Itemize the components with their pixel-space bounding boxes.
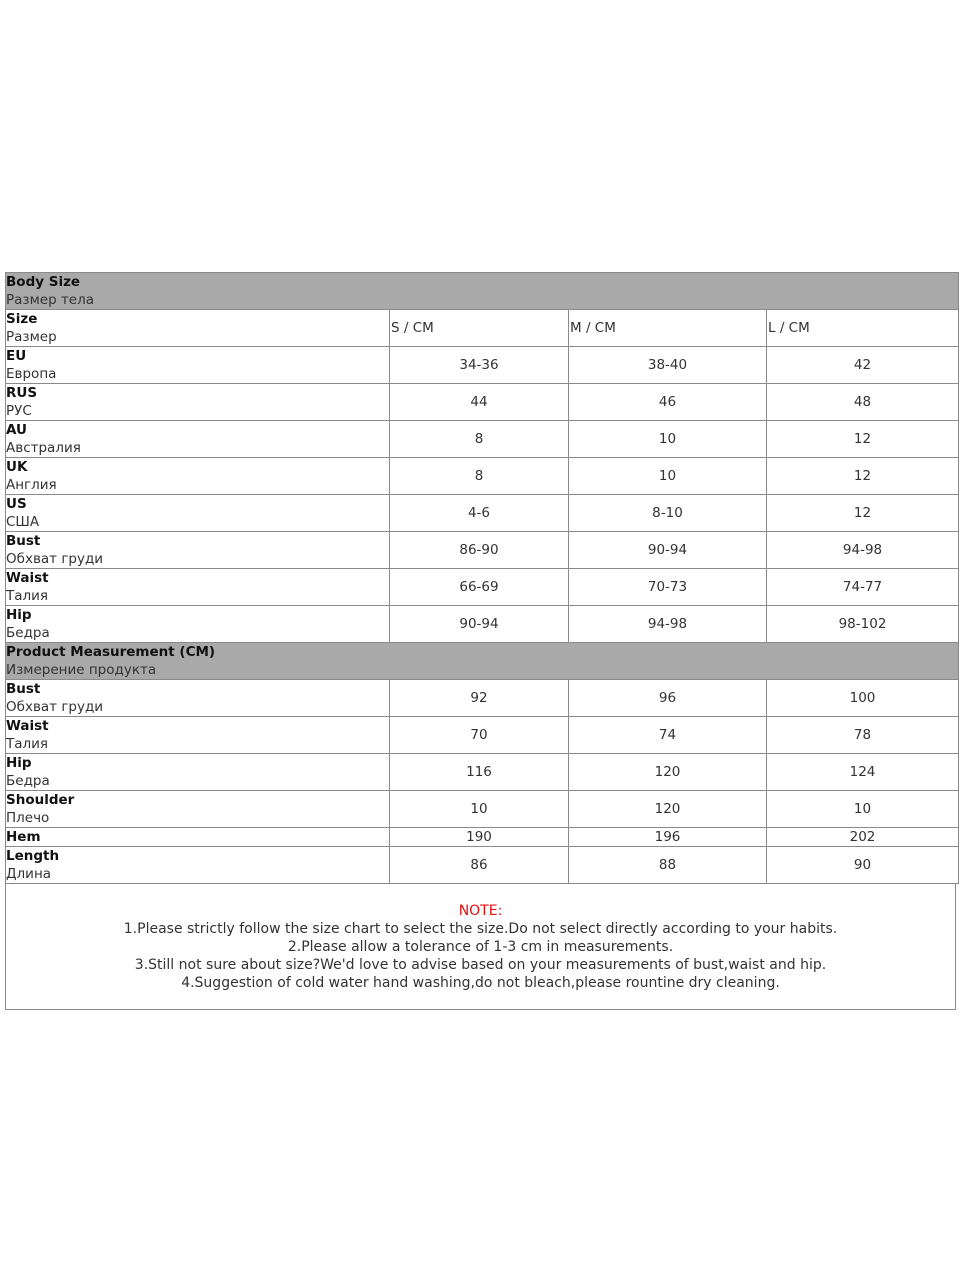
size-header-row (6, 310, 959, 347)
value-cell: 94-98 (569, 606, 767, 643)
value-cell: 44 (390, 384, 569, 421)
value-cell: 96 (569, 680, 767, 717)
size-table (5, 272, 959, 884)
table-row (6, 532, 959, 569)
table-row (6, 495, 959, 532)
value-cell: 42 (767, 347, 959, 384)
row-label: UK (6, 459, 28, 475)
row-label-cell (6, 717, 390, 754)
row-label-cell (6, 495, 390, 532)
value-cell: 74-77 (767, 569, 959, 606)
value-cell: 10 (569, 421, 767, 458)
value-cell: 10 (390, 791, 569, 828)
value-cell: 12 (767, 421, 959, 458)
value-cell: 46 (569, 384, 767, 421)
value-cell: 74 (569, 717, 767, 754)
note-line-4: 4.Suggestion of cold water hand washing,do not bleach,please rountine dry cleaning. (181, 975, 780, 991)
value-cell: 12 (767, 495, 959, 532)
value-cell: 90-94 (569, 532, 767, 569)
row-label: Hip (6, 607, 32, 623)
row-label-ru: США (6, 514, 40, 530)
table-row (6, 606, 959, 643)
row-label-cell (6, 828, 390, 847)
value-cell: 8 (390, 458, 569, 495)
value-cell: 88 (569, 847, 767, 884)
value-cell: 116 (390, 754, 569, 791)
value-cell: 70-73 (569, 569, 767, 606)
value-cell: 86 (390, 847, 569, 884)
row-label-cell (6, 421, 390, 458)
value-cell: 78 (767, 717, 959, 754)
row-label-cell (6, 606, 390, 643)
row-label: Bust (6, 681, 41, 697)
value-cell: 34-36 (390, 347, 569, 384)
column-header-l: L / CM (767, 310, 959, 347)
value-cell: 8-10 (569, 495, 767, 532)
note-line-3: 3.Still not sure about size?We'd love to advise based on your measurements of bust,waist and hip. (134, 957, 827, 973)
notes-title: NOTE: (458, 903, 503, 919)
row-label: US (6, 496, 27, 512)
notes-box (5, 884, 956, 1010)
table-row (6, 569, 959, 606)
section-header-product (6, 643, 959, 680)
value-cell: 12 (767, 458, 959, 495)
row-label: Bust (6, 533, 41, 549)
value-cell: 48 (767, 384, 959, 421)
row-label-cell (6, 458, 390, 495)
row-label-ru: Англия (6, 477, 57, 493)
section-title-ru: Измерение продукта (6, 662, 157, 678)
value-cell: 98-102 (767, 606, 959, 643)
table-row (6, 458, 959, 495)
value-cell: 120 (569, 791, 767, 828)
row-label-cell (6, 384, 390, 421)
row-label-ru: Талия (6, 588, 49, 604)
value-cell: 100 (767, 680, 959, 717)
row-label-ru: Талия (6, 736, 49, 752)
row-label-ru: Длина (6, 866, 52, 882)
table-row (6, 717, 959, 754)
column-header-s: S / CM (390, 310, 569, 347)
row-label-cell (6, 754, 390, 791)
value-cell: 38-40 (569, 347, 767, 384)
row-label-ru: Австралия (6, 440, 81, 456)
table-row (6, 754, 959, 791)
table-row (6, 791, 959, 828)
row-label: RUS (6, 385, 38, 401)
table-row (6, 847, 959, 884)
row-label-ru: Европа (6, 366, 57, 382)
table-row (6, 828, 959, 847)
row-label-cell (6, 791, 390, 828)
column-header-m: M / CM (569, 310, 767, 347)
row-label: Waist (6, 570, 49, 586)
row-label: EU (6, 348, 27, 364)
value-cell: 90 (767, 847, 959, 884)
row-label-cell (6, 680, 390, 717)
value-cell: 66-69 (390, 569, 569, 606)
row-label-ru: Обхват груди (6, 551, 104, 567)
value-cell: 4-6 (390, 495, 569, 532)
row-label-ru: Бедра (6, 773, 50, 789)
row-label: Shoulder (6, 792, 75, 808)
table-row (6, 680, 959, 717)
table-row (6, 421, 959, 458)
row-label-cell (6, 532, 390, 569)
value-cell: 10 (767, 791, 959, 828)
row-label: Waist (6, 718, 49, 734)
row-label: Length (6, 848, 60, 864)
row-label-cell (6, 847, 390, 884)
value-cell: 94-98 (767, 532, 959, 569)
row-label-ru: Бедра (6, 625, 50, 641)
section-title: Body Size (6, 274, 81, 290)
row-label-ru: Плечо (6, 810, 50, 826)
value-cell: 202 (767, 828, 959, 847)
value-cell: 8 (390, 421, 569, 458)
size-chart (5, 272, 958, 1010)
row-label-cell (6, 347, 390, 384)
value-cell: 190 (390, 828, 569, 847)
value-cell: 90-94 (390, 606, 569, 643)
value-cell: 120 (569, 754, 767, 791)
value-cell: 70 (390, 717, 569, 754)
note-line-1: 1.Please strictly follow the size chart to select the size.Do not select directly according to your habits. (123, 921, 838, 937)
table-row (6, 347, 959, 384)
value-cell: 10 (569, 458, 767, 495)
row-label-ru: РУС (6, 403, 32, 419)
row-label: AU (6, 422, 27, 438)
section-header-body-size (6, 273, 959, 310)
row-label: Hip (6, 755, 32, 771)
row-label-cell (6, 569, 390, 606)
value-cell: 196 (569, 828, 767, 847)
row-label: Hem (6, 829, 41, 845)
value-cell: 86-90 (390, 532, 569, 569)
note-line-2: 2.Please allow a tolerance of 1-3 cm in measurements. (287, 939, 674, 955)
row-label-ru: Обхват груди (6, 699, 104, 715)
value-cell: 92 (390, 680, 569, 717)
section-title: Product Measurement (CM) (6, 644, 216, 660)
row-label: Size (6, 311, 38, 327)
table-row (6, 384, 959, 421)
section-title-ru: Размер тела (6, 292, 95, 308)
value-cell: 124 (767, 754, 959, 791)
row-label-ru: Размер (6, 329, 57, 345)
